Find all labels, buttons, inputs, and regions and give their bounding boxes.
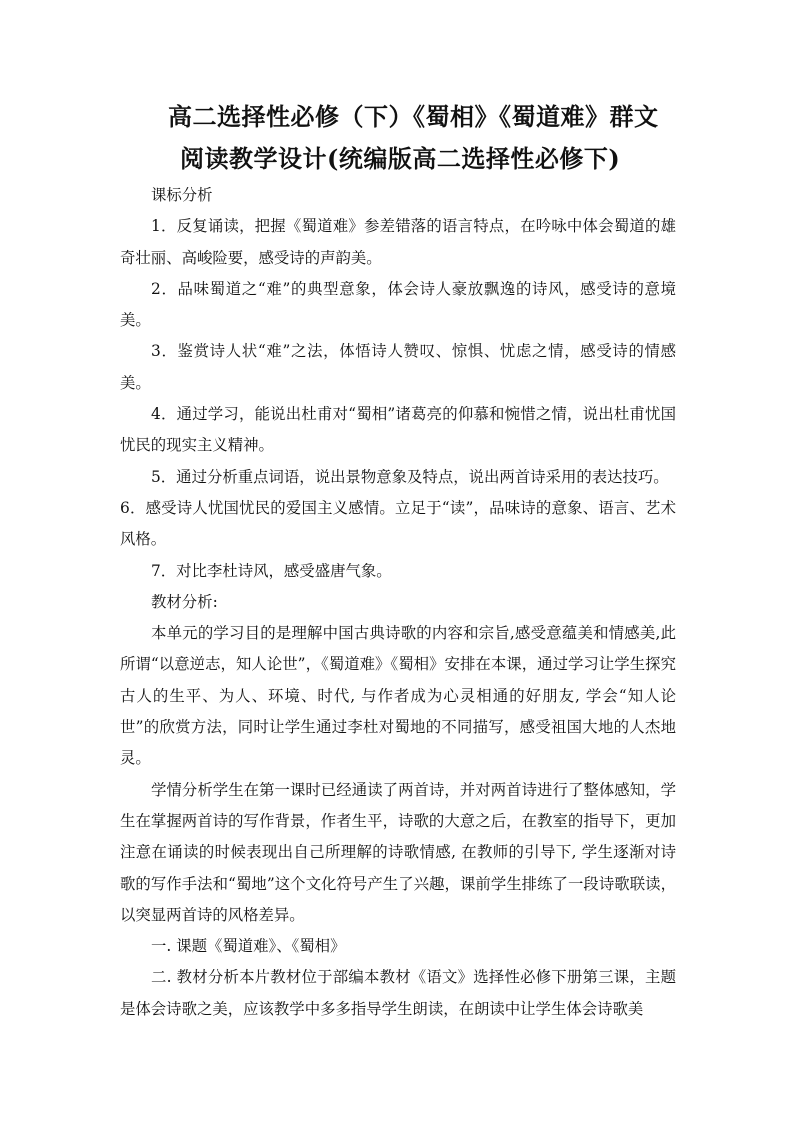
document-body (120, 180, 676, 1025)
objective-5: 5．通过分析重点词语，说出景物意象及特点，说出两首诗采用的表达技巧。 (151, 467, 669, 486)
paragraph-topic: 一. 课题《蜀道难》、《蜀相》 (151, 937, 346, 956)
document-title-line-1: 高二选择性必修（下）《蜀相》《蜀道难》群文 (168, 102, 659, 131)
objective-1: 1．反复诵读，把握《蜀道难》参差错落的语言特点，在吟咏中体会蜀道的雄奇壮丽、高峻险要，感受诗的声韵美。 (120, 217, 676, 267)
paragraph-textbook-analysis: 本单元的学习目的是理解中国古典诗歌的内容和宗旨,感受意蕴美和情感美,此所谓“以意逆志，知人论世”，《蜀道难》《蜀相》安排在本课，通过学习让学生探究古人的生平、为人、环境、时代, 与作者成为心灵相通的好朋友, 学会“知人论世”的欣赏方法，同时让学生通过李杜对蜀地的不同描写，感受祖国大地的人杰地灵。 (120, 624, 676, 768)
section-heading-curriculum: 课标分析 (151, 186, 213, 204)
objective-3: 3．鉴赏诗人状“难”之法，体悟诗人赞叹、惊惧、忧虑之情，感受诗的情感美。 (120, 342, 676, 392)
paragraph-material-analysis: 二. 教材分析本片教材位于部编本教材《语文》选择性必修下册第三课，主题是体会诗歌之美，应该教学中多多指导学生朗读，在朗读中让学生体会诗歌美 (120, 968, 676, 1018)
document-title-line-2: 阅读教学设计(统编版高二选择性必修下) (180, 144, 621, 173)
section-heading-textbook: 教材分析: (151, 592, 218, 611)
objective-2: 2．品味蜀道之“难”的典型意象，体会诗人豪放飘逸的诗风，感受诗的意境美。 (120, 279, 676, 330)
paragraph-learner-analysis: 学情分析学生在第一课时已经通读了两首诗，并对两首诗进行了整体感知，学生在掌握两首诗的写作背景，作者生平，诗歌的大意之后，在教室的指导下，更加注意在诵读的时候表现出自己所理解的诗歌情感, 在教师的引导下, 学生逐渐对诗歌的写作手法和“蜀地”这个文化符号产生了兴趣，课前学生排练了一段诗歌联读，以突显两首诗的风格差异。 (120, 780, 676, 924)
objective-6: 6．感受诗人忧国忧民的爱国主义感情。立足于“读”，品味诗的意象、语言、艺术风格。 (120, 498, 676, 549)
objective-7: 7．对比李杜诗风，感受盛唐气象。 (151, 561, 392, 580)
objective-4: 4．通过学习，能说出杜甫对“蜀相”诸葛亮的仰慕和惋惜之情，说出杜甫忧国忧民的现实主义精神。 (120, 405, 676, 455)
